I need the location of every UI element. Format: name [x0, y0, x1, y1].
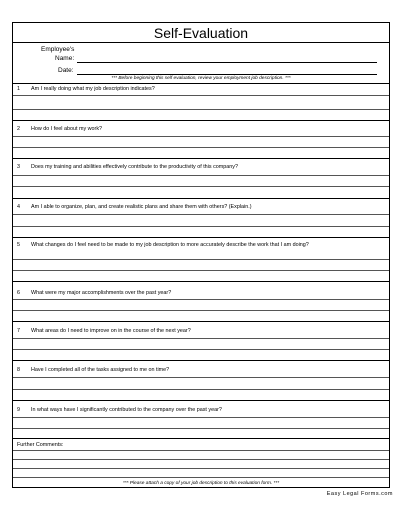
answer-line[interactable] [13, 377, 389, 378]
answer-line[interactable] [13, 338, 389, 339]
question-7: 7 What areas do I need to improve on in the course of the next year? [17, 328, 191, 334]
comment-line[interactable] [13, 450, 389, 451]
question-6: 6 What were my major accomplishments over the past year? [17, 290, 172, 296]
answer-line[interactable] [13, 175, 389, 176]
instructions-note: *** Before beginning this self evaluation, review your employment job description. *** [111, 76, 291, 81]
answer-line[interactable] [13, 95, 389, 96]
divider [13, 400, 389, 401]
divider [13, 438, 389, 439]
answer-line[interactable] [13, 147, 389, 148]
divider [13, 158, 389, 159]
divider [13, 120, 389, 121]
divider [13, 321, 389, 322]
footer-note: *** Please attach a copy of your job description to this evaluation form. *** [122, 481, 280, 486]
answer-line[interactable] [13, 299, 389, 300]
answer-line[interactable] [13, 389, 389, 390]
answer-line[interactable] [13, 270, 389, 271]
question-3: 3 Does my training and abilities effectively contribute to the productivity of this company? [17, 164, 238, 170]
answer-line[interactable] [13, 259, 389, 260]
form-page [12, 22, 390, 488]
comment-line[interactable] [13, 468, 389, 469]
divider [13, 281, 389, 282]
answer-line[interactable] [13, 310, 389, 311]
question-9: 9 In what ways have I significantly contributed to the company over the past year? [17, 407, 222, 413]
answer-line[interactable] [13, 417, 389, 418]
comment-line[interactable] [13, 477, 389, 478]
brand-text: Easy Legal Forms.com [326, 491, 393, 497]
question-1: 1 Am I really doing what my job description indicates? [17, 86, 155, 92]
question-8: 8 Have I completed all of the tasks assigned to me on time? [17, 367, 170, 373]
answer-line[interactable] [13, 136, 389, 137]
question-5: 5 What changes do I feel need to be made to my job description to more accurately describe the work that I am doing? [17, 242, 309, 248]
employee-label: Employee's [41, 46, 75, 53]
question-4: 4 Am I able to organize, plan, and create realistic plans and share them with others? (Explain.) [17, 204, 252, 210]
date-label: Date: [58, 67, 74, 74]
name-field[interactable] [77, 62, 377, 63]
divider [13, 198, 389, 199]
question-2: 2 How do I feel about my work? [17, 126, 103, 132]
answer-line[interactable] [13, 109, 389, 110]
divider [13, 360, 389, 361]
divider [13, 237, 389, 238]
comment-line[interactable] [13, 459, 389, 460]
answer-line[interactable] [13, 214, 389, 215]
name-label: Name: [55, 55, 75, 62]
answer-line[interactable] [13, 186, 389, 187]
answer-line[interactable] [13, 349, 389, 350]
further-comments-label: Further Comments: [17, 442, 64, 448]
divider [13, 83, 389, 84]
answer-line[interactable] [13, 226, 389, 227]
answer-line[interactable] [13, 428, 389, 429]
form-title: Self-Evaluation [13, 23, 389, 43]
